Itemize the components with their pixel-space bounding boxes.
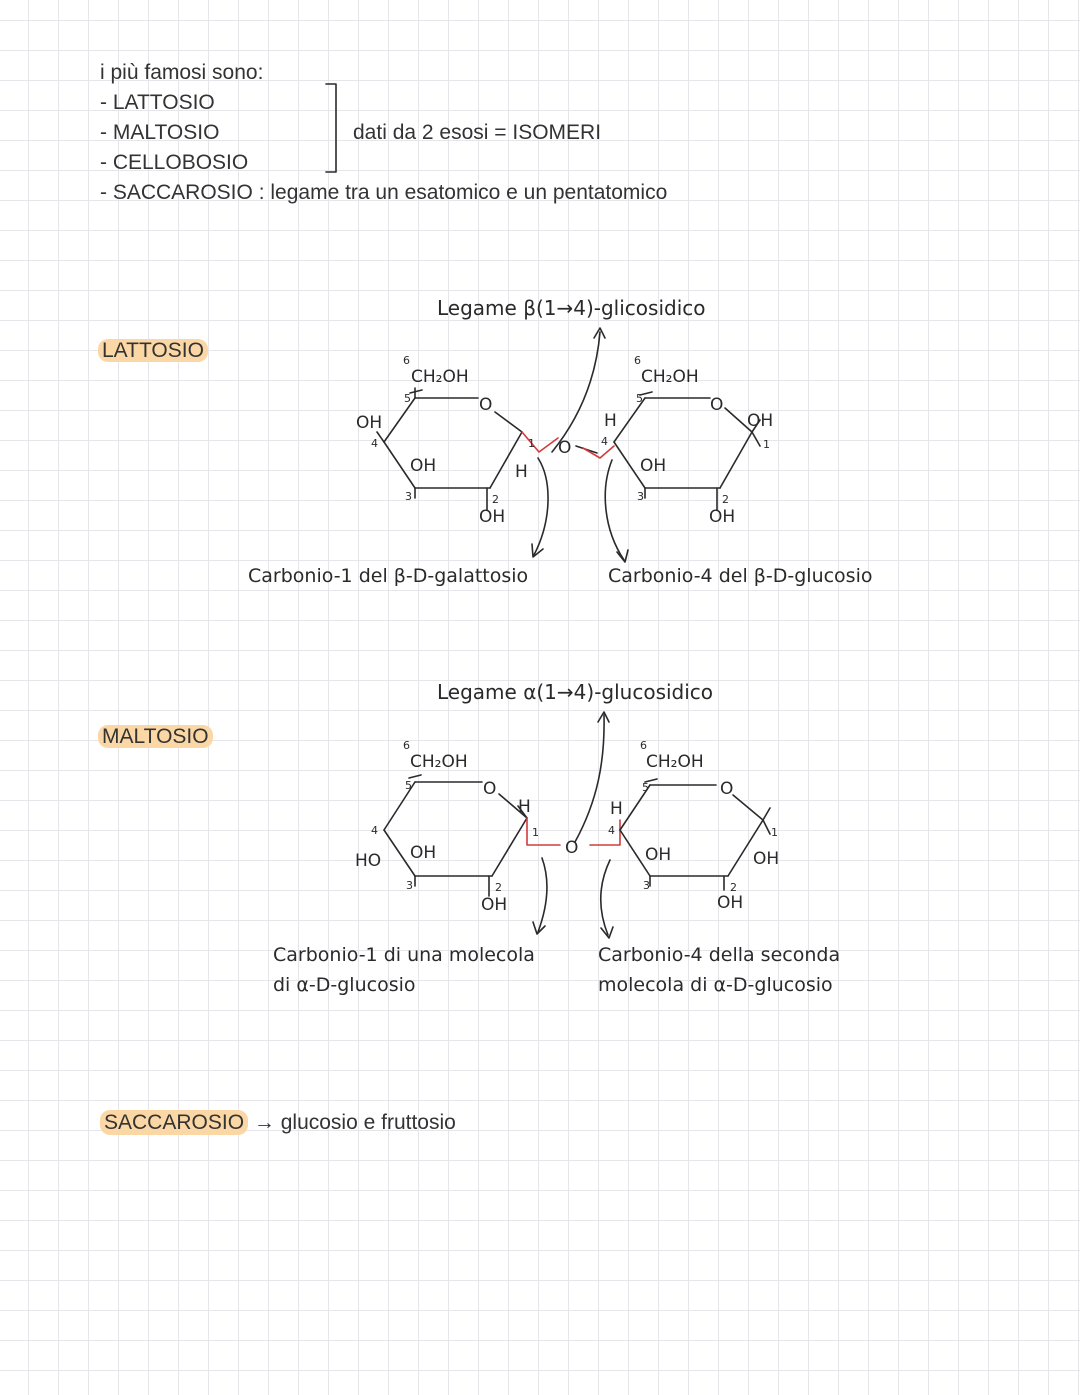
lat-r-oh2: OH — [709, 507, 736, 527]
lattosio-label: LATTOSIO — [98, 339, 208, 362]
lattosio-right-caption: Carbonio-4 del β-D-glucosio — [608, 565, 873, 587]
lat-l-oh4: OH — [356, 413, 383, 433]
mal-r-oh2: OH — [717, 893, 744, 913]
mal-l-n3: 3 — [406, 879, 413, 892]
mal-r-ring-o: O — [720, 779, 734, 799]
lat-r-h4: H — [604, 411, 617, 431]
saccarosio-item-note: : legame tra un esatomico e un pentatomico — [258, 181, 668, 204]
lattosio-right-ring — [614, 392, 760, 510]
lat-r-oh3: OH — [640, 456, 667, 476]
lat-l-n1: 1 — [528, 437, 535, 450]
mal-l-n2: 2 — [495, 881, 502, 894]
maltosio-arrow-left — [538, 858, 547, 932]
lat-r-ch2oh: CH₂OH — [641, 367, 699, 387]
mal-l-ring-o: O — [483, 779, 497, 799]
maltosio-bond-title: Legame α(1→4)-glucosidico — [437, 680, 714, 704]
lat-r-n1: 1 — [763, 438, 770, 451]
mal-l-n6: 6 — [403, 739, 410, 752]
lat-l-ring-o: O — [479, 395, 493, 415]
lat-l-n3: 3 — [405, 490, 412, 503]
mal-l-oh3: OH — [410, 843, 437, 863]
maltosio-arrow-right — [601, 860, 610, 935]
maltosio-left-caption-2: di α-D-glucosio — [273, 974, 416, 996]
list-item-lattosio: - LATTOSIO — [100, 91, 215, 114]
mal-r-n4: 4 — [608, 824, 615, 837]
mal-r-oh3: OH — [645, 845, 672, 865]
mal-l-ho4: HO — [355, 851, 382, 871]
saccarosio-item-label: - SACCAROSIO — [100, 181, 253, 204]
arrow-icon: → — [253, 1111, 275, 1134]
mal-l-oh2: OH — [481, 895, 508, 915]
isomers-note: dati da 2 esosi = ISOMERI — [353, 121, 602, 144]
lat-l-n4: 4 — [371, 437, 378, 450]
mal-r-n6: 6 — [640, 739, 647, 752]
lat-bridge-o: O — [558, 438, 572, 458]
lat-r-n2: 2 — [722, 493, 729, 506]
maltosio-right-caption-1: Carbonio-4 della seconda — [598, 944, 841, 966]
maltosio-label: MALTOSIO — [98, 725, 213, 748]
lat-r-n3: 3 — [637, 490, 644, 503]
mal-r-n2: 2 — [730, 881, 737, 894]
mal-r-h4: H — [610, 799, 623, 819]
lat-l-n6: 6 — [403, 354, 410, 367]
mal-l-ch2oh: CH₂OH — [410, 752, 468, 772]
maltosio-arrow-title — [575, 715, 604, 842]
lattosio-left-ring — [377, 388, 522, 510]
maltosio-left-ring — [384, 775, 527, 896]
mal-bridge-o: O — [565, 838, 579, 858]
lat-r-oh1: OH — [747, 411, 774, 431]
lat-r-n4: 4 — [601, 435, 608, 448]
list-item-maltosio: - MALTOSIO — [100, 121, 220, 144]
lat-r-ring-o: O — [710, 395, 724, 415]
mal-r-oh1: OH — [753, 849, 780, 869]
mal-r-n5: 5 — [642, 781, 649, 794]
lat-l-oh2: OH — [479, 507, 506, 527]
intro-heading: i più famosi sono: — [100, 61, 264, 84]
lat-l-n5: 5 — [404, 392, 411, 405]
lat-l-h1: H — [515, 462, 528, 482]
saccarosio-label: SACCAROSIO — [100, 1110, 248, 1135]
maltosio-right-ring — [620, 779, 770, 890]
mal-l-n1: 1 — [532, 826, 539, 839]
lattosio-arrow-title — [552, 332, 600, 452]
lat-l-n2: 2 — [492, 493, 499, 506]
mal-l-n4: 4 — [371, 824, 378, 837]
bracket — [326, 84, 336, 172]
lat-l-oh3: OH — [410, 456, 437, 476]
lattosio-bond-title: Legame β(1→4)-glicosidico — [437, 296, 706, 320]
maltosio-left-caption-1: Carbonio-1 di una molecola — [273, 944, 535, 966]
lat-l-ch2oh: CH₂OH — [411, 367, 469, 387]
maltosio-right-caption-2: molecola di α-D-glucosio — [598, 974, 833, 996]
lat-r-n5: 5 — [636, 392, 643, 405]
list-item-cellobiosio: - CELLOBOSIO — [100, 151, 249, 174]
lattosio-arrow-right — [605, 460, 624, 560]
saccarosio-text: glucosio e fruttosio — [280, 1111, 456, 1134]
mal-l-h1: H — [518, 797, 531, 817]
mal-r-n3: 3 — [643, 879, 650, 892]
mal-l-n5: 5 — [405, 779, 412, 792]
mal-r-ch2oh: CH₂OH — [646, 752, 704, 772]
lat-r-n6: 6 — [634, 354, 641, 367]
mal-r-n1: 1 — [771, 826, 778, 839]
lattosio-left-caption: Carbonio-1 del β-D-galattosio — [248, 565, 529, 587]
lattosio-arrow-left — [534, 458, 548, 555]
